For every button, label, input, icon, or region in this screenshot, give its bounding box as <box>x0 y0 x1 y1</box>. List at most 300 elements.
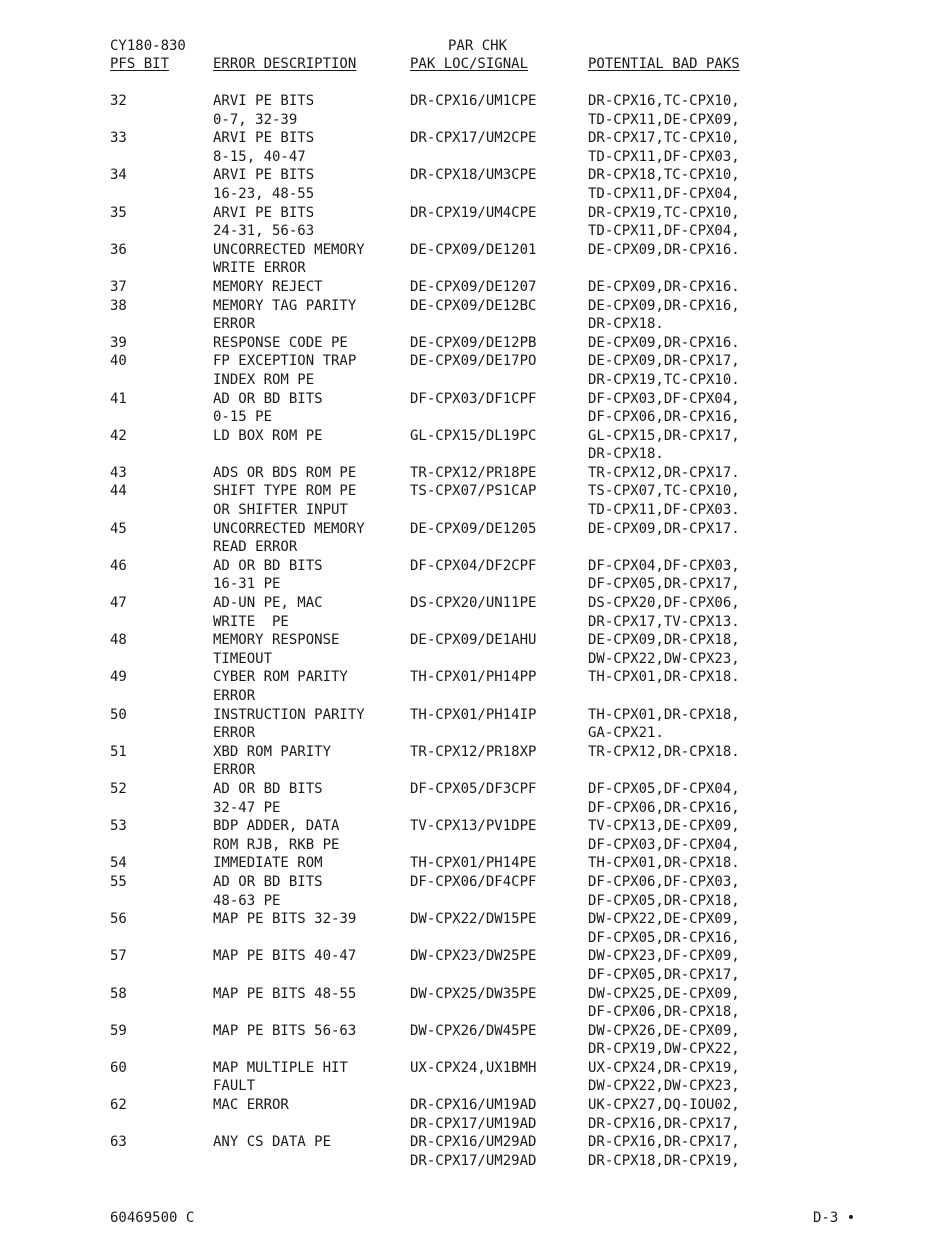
pak-loc-signal-cell <box>410 873 536 892</box>
error-description-line: UNCORRECTED MEMORY <box>213 241 365 258</box>
table-row <box>110 557 830 594</box>
pfs-bit-cell <box>110 873 127 892</box>
table-row <box>110 334 830 353</box>
pfs-bit-line: 37 <box>110 278 127 295</box>
error-description-line: FAULT <box>213 1078 256 1095</box>
pfs-bit-cell <box>110 482 127 501</box>
potential-bad-paks-cell <box>588 854 740 873</box>
potential-bad-paks-cell <box>588 1059 740 1096</box>
potential-bad-paks-line: DR-CPX16,DR-CPX17, <box>588 1134 740 1151</box>
pfs-bit-line: 50 <box>110 706 127 723</box>
potential-bad-paks-line: DR-CPX19,DW-CPX22, <box>588 1041 740 1058</box>
pfs-bit-line: 62 <box>110 1097 127 1114</box>
error-description-cell <box>213 204 314 241</box>
potential-bad-paks-line: DE-CPX09,DR-CPX16. <box>588 278 740 295</box>
pak-loc-signal-line: TH-CPX01/PH14PE <box>410 855 537 872</box>
potential-bad-paks-line: DR-CPX16,DR-CPX17, <box>588 1115 740 1132</box>
pak-loc-signal-line: TS-CPX07/PS1CAP <box>410 483 537 500</box>
pak-loc-signal-cell <box>410 743 536 762</box>
error-description-cell <box>213 985 356 1004</box>
pak-loc-signal-line: DE-CPX09/DE1AHU <box>410 632 537 649</box>
table-row <box>110 743 830 780</box>
error-description-cell <box>213 352 356 389</box>
pfs-bit-cell <box>110 520 127 539</box>
col-header-pak-loc-signal: PAK LOC/SIGNAL <box>410 56 529 72</box>
pfs-bit-cell <box>110 204 127 223</box>
pfs-bit-cell <box>110 743 127 762</box>
potential-bad-paks-cell <box>588 706 740 743</box>
error-description-cell <box>213 780 323 817</box>
error-description-line: XBD ROM PARITY <box>213 743 332 760</box>
potential-bad-paks-line: DR-CPX18. <box>588 446 664 463</box>
potential-bad-paks-line: GA-CPX21. <box>588 725 664 742</box>
error-description-line: MEMORY TAG PARITY <box>213 297 357 314</box>
pak-loc-signal-line: DW-CPX23/DW25PE <box>410 948 537 965</box>
pak-loc-signal-line: DF-CPX05/DF3CPF <box>410 780 537 797</box>
pak-loc-signal-line: DR-CPX18/UM3CPE <box>410 167 537 184</box>
pak-loc-signal-line: DR-CPX17/UM19AD <box>410 1115 537 1132</box>
potential-bad-paks-line: DF-CPX05,DF-CPX04, <box>588 780 740 797</box>
potential-bad-paks-cell <box>588 668 740 687</box>
pfs-bit-cell <box>110 427 127 446</box>
pfs-bit-line: 40 <box>110 353 127 370</box>
error-description-line: MEMORY REJECT <box>213 278 323 295</box>
doc-number: 60469500 C <box>110 1210 195 1226</box>
pfs-bit-line: 32 <box>110 93 127 109</box>
error-description-line: ARVI PE BITS <box>213 130 315 147</box>
error-description-line: AD OR BD BITS <box>213 780 323 797</box>
error-description-line: MAP MULTIPLE HIT <box>213 1059 348 1076</box>
potential-bad-paks-line: TD-CPX11,DE-CPX09, <box>588 111 740 128</box>
pak-loc-signal-cell <box>410 352 536 371</box>
pfs-bit-cell <box>110 129 127 148</box>
potential-bad-paks-cell <box>588 780 740 817</box>
error-description-line: MAP PE BITS 32-39 <box>213 911 357 928</box>
error-description-line: 16-23, 48-55 <box>213 185 315 202</box>
potential-bad-paks-cell <box>588 278 740 297</box>
pak-loc-signal-line: DE-CPX09/DE1201 <box>410 241 537 258</box>
table-row <box>110 780 830 817</box>
error-description-line: ADS OR BDS ROM PE <box>213 464 357 481</box>
error-description-line: SHIFT TYPE ROM PE <box>213 483 357 500</box>
pak-loc-signal-cell <box>410 520 536 539</box>
error-description-line: AD OR BD BITS <box>213 390 323 407</box>
potential-bad-paks-line: DR-CPX16,TC-CPX10, <box>588 93 740 109</box>
pak-loc-signal-cell <box>410 334 536 353</box>
error-description-line: MAP PE BITS 40-47 <box>213 948 357 965</box>
error-description-line: 0-15 PE <box>213 409 273 426</box>
error-description-cell <box>213 854 323 873</box>
potential-bad-paks-cell <box>588 743 740 762</box>
pfs-bit-line: 59 <box>110 1022 127 1039</box>
error-description-line: 48-63 PE <box>213 892 281 909</box>
potential-bad-paks-line: DF-CPX05,DR-CPX16, <box>588 929 740 946</box>
pak-loc-signal-line: DW-CPX22/DW15PE <box>410 911 537 928</box>
error-description-cell <box>213 129 314 166</box>
pak-loc-signal-cell <box>410 910 536 929</box>
error-description-cell <box>213 1133 331 1152</box>
table-row <box>110 278 830 297</box>
potential-bad-paks-line: DF-CPX06,DF-CPX03, <box>588 873 740 890</box>
pak-loc-signal-line: DR-CPX16/UM29AD <box>410 1134 537 1151</box>
potential-bad-paks-line: DE-CPX09,DR-CPX16. <box>588 241 740 258</box>
error-description-line: ARVI PE BITS <box>213 204 315 221</box>
pfs-bit-line: 44 <box>110 483 127 500</box>
error-description-line: ERROR <box>213 762 256 779</box>
pak-loc-signal-line: DW-CPX26/DW45PE <box>410 1022 537 1039</box>
potential-bad-paks-line: DW-CPX22,DW-CPX23, <box>588 650 740 667</box>
error-description-line: WRITE PE <box>213 613 289 630</box>
potential-bad-paks-line: DR-CPX19,TC-CPX10, <box>588 204 740 221</box>
error-description-line: WRITE ERROR <box>213 260 306 277</box>
pfs-bit-cell <box>110 817 127 836</box>
table-row <box>110 482 830 519</box>
table-row <box>110 1096 830 1133</box>
pfs-bit-line: 57 <box>110 948 127 965</box>
pak-loc-signal-line: TV-CPX13/PV1DPE <box>410 818 537 835</box>
error-description-line: MAC ERROR <box>213 1097 289 1114</box>
table-row <box>110 352 830 389</box>
table-row <box>110 520 830 557</box>
pak-loc-signal-line: DF-CPX06/DF4CPF <box>410 873 537 890</box>
potential-bad-paks-cell <box>588 352 740 389</box>
col-signal-top-label: PAR CHK <box>448 38 508 54</box>
error-description-line: ROM RJB, RKB PE <box>213 836 340 853</box>
pfs-bit-line: 41 <box>110 390 127 407</box>
potential-bad-paks-line: DF-CPX06,DR-CPX16, <box>588 799 740 816</box>
potential-bad-paks-line: DW-CPX26,DE-CPX09, <box>588 1022 740 1039</box>
potential-bad-paks-cell <box>588 241 740 260</box>
potential-bad-paks-cell <box>588 910 740 947</box>
error-description-line: ERROR <box>213 688 256 704</box>
potential-bad-paks-line: TR-CPX12,DR-CPX18. <box>588 743 740 760</box>
pfs-bit-cell <box>110 1059 127 1078</box>
error-description-cell <box>213 297 356 334</box>
potential-bad-paks-line: DF-CPX05,DR-CPX17, <box>588 576 740 593</box>
pfs-bit-line: 38 <box>110 297 127 314</box>
pak-loc-signal-cell <box>410 92 536 111</box>
pfs-bit-cell <box>110 297 127 316</box>
pfs-bit-line: 55 <box>110 873 127 890</box>
pfs-bit-cell <box>110 631 127 650</box>
pak-loc-signal-cell <box>410 204 536 223</box>
pak-loc-signal-line: DF-CPX04/DF2CPF <box>410 557 537 574</box>
error-description-line: RESPONSE CODE PE <box>213 334 348 351</box>
pak-loc-signal-line: TR-CPX12/PR18XP <box>410 743 537 760</box>
pfs-bit-cell <box>110 92 127 111</box>
error-description-line: INSTRUCTION PARITY <box>213 706 365 723</box>
pfs-bit-cell <box>110 1133 127 1152</box>
potential-bad-paks-line: DR-CPX19,TC-CPX10. <box>588 371 740 388</box>
error-description-cell <box>213 166 314 203</box>
potential-bad-paks-line: TH-CPX01,DR-CPX18. <box>588 855 740 872</box>
potential-bad-paks-line: DE-CPX09,DR-CPX16, <box>588 297 740 314</box>
error-description-line: 16-31 PE <box>213 576 281 593</box>
table-row <box>110 1059 830 1096</box>
error-description-line: CYBER ROM PARITY <box>213 669 348 686</box>
col-header-potential-bad-paks: POTENTIAL BAD PAKS <box>588 56 740 72</box>
pak-loc-signal-cell <box>410 706 536 725</box>
pak-loc-signal-cell <box>410 241 536 260</box>
pak-loc-signal-cell <box>410 166 536 185</box>
pak-loc-signal-line: DE-CPX09/DE17PO <box>410 353 537 370</box>
error-description-line: 8-15, 40-47 <box>213 148 306 165</box>
potential-bad-paks-line: DR-CPX17,TV-CPX13. <box>588 613 740 630</box>
pak-loc-signal-cell <box>410 557 536 576</box>
table-row <box>110 854 830 873</box>
pfs-bit-line: 34 <box>110 167 127 184</box>
pfs-bit-line: 42 <box>110 427 127 444</box>
pfs-bit-cell <box>110 854 127 873</box>
potential-bad-paks-cell <box>588 464 740 483</box>
pak-loc-signal-cell <box>410 817 536 836</box>
pak-loc-signal-cell <box>410 297 536 316</box>
error-description-cell <box>213 482 356 519</box>
potential-bad-paks-cell <box>588 594 740 631</box>
error-description-cell <box>213 947 356 966</box>
error-description-cell <box>213 464 356 483</box>
error-table <box>110 92 830 1170</box>
pak-loc-signal-line: DW-CPX25/DW35PE <box>410 985 537 1002</box>
potential-bad-paks-line: DR-CPX18,DR-CPX19, <box>588 1152 740 1169</box>
pak-loc-signal-line: DE-CPX09/DE12BC <box>410 297 537 314</box>
pfs-bit-cell <box>110 668 127 687</box>
error-description-cell <box>213 631 339 668</box>
potential-bad-paks-cell <box>588 297 740 334</box>
error-description-line: ARVI PE BITS <box>213 167 315 184</box>
error-description-line: LD BOX ROM PE <box>213 427 323 444</box>
table-row <box>110 910 830 947</box>
pfs-bit-cell <box>110 594 127 613</box>
error-description-line: ANY CS DATA PE <box>213 1134 332 1151</box>
error-description-line: FP EXCEPTION TRAP <box>213 353 357 370</box>
table-row <box>110 204 830 241</box>
potential-bad-paks-line: DE-CPX09,DR-CPX17, <box>588 353 740 370</box>
potential-bad-paks-line: TD-CPX11,DF-CPX03, <box>588 148 740 165</box>
pak-loc-signal-cell <box>410 464 536 483</box>
pak-loc-signal-cell <box>410 947 536 966</box>
potential-bad-paks-cell <box>588 390 740 427</box>
pfs-bit-line: 56 <box>110 911 127 928</box>
pfs-bit-line: 45 <box>110 520 127 537</box>
table-row <box>110 390 830 427</box>
potential-bad-paks-cell <box>588 204 740 241</box>
potential-bad-paks-cell <box>588 92 740 129</box>
table-row <box>110 129 830 166</box>
pfs-bit-cell <box>110 1096 127 1115</box>
potential-bad-paks-line: DR-CPX18. <box>588 316 664 333</box>
potential-bad-paks-line: DF-CPX05,DR-CPX17, <box>588 966 740 983</box>
potential-bad-paks-line: DE-CPX09,DR-CPX16. <box>588 334 740 351</box>
potential-bad-paks-cell <box>588 1133 740 1170</box>
error-description-line: IMMEDIATE ROM <box>213 855 323 872</box>
pfs-bit-cell <box>110 557 127 576</box>
pak-loc-signal-line: DE-CPX09/DE1207 <box>410 278 537 295</box>
error-description-line: BDP ADDER, DATA <box>213 818 340 835</box>
pfs-bit-cell <box>110 947 127 966</box>
pfs-bit-line: 36 <box>110 241 127 258</box>
pak-loc-signal-line: DS-CPX20/UN11PE <box>410 595 537 612</box>
potential-bad-paks-line: DR-CPX18,TC-CPX10, <box>588 167 740 184</box>
error-description-line: 0-7, 32-39 <box>213 111 298 128</box>
error-description-line: 24-31, 56-63 <box>213 223 315 240</box>
error-description-cell <box>213 910 356 929</box>
pak-loc-signal-cell <box>410 129 536 148</box>
error-description-line: AD-UN PE, MAC <box>213 595 323 612</box>
pak-loc-signal-line: GL-CPX15/DL19PC <box>410 427 537 444</box>
potential-bad-paks-cell <box>588 166 740 203</box>
error-description-line: ARVI PE BITS <box>213 93 315 109</box>
col-header-error-description: ERROR DESCRIPTION <box>213 56 357 72</box>
potential-bad-paks-line: DW-CPX22,DW-CPX23, <box>588 1078 740 1095</box>
pfs-bit-line: 53 <box>110 818 127 835</box>
pak-loc-signal-cell <box>410 985 536 1004</box>
error-description-line: MAP PE BITS 56-63 <box>213 1022 357 1039</box>
error-description-cell <box>213 557 323 594</box>
potential-bad-paks-line: DW-CPX25,DE-CPX09, <box>588 985 740 1002</box>
potential-bad-paks-line: TS-CPX07,TC-CPX10, <box>588 483 740 500</box>
pfs-bit-cell <box>110 390 127 409</box>
error-description-line: AD OR BD BITS <box>213 557 323 574</box>
header-top-line <box>110 37 810 55</box>
potential-bad-paks-line: DF-CPX06,DR-CPX16, <box>588 409 740 426</box>
error-description-cell <box>213 817 339 854</box>
potential-bad-paks-line: DR-CPX17,TC-CPX10, <box>588 130 740 147</box>
pfs-bit-cell <box>110 985 127 1004</box>
pak-loc-signal-line: DE-CPX09/DE12PB <box>410 334 537 351</box>
error-description-line: MEMORY RESPONSE <box>213 632 340 649</box>
potential-bad-paks-line: TH-CPX01,DR-CPX18. <box>588 669 740 686</box>
potential-bad-paks-cell <box>588 631 740 668</box>
column-header-row <box>110 55 810 73</box>
table-row <box>110 873 830 910</box>
error-description-cell <box>213 743 331 780</box>
table-row <box>110 631 830 668</box>
potential-bad-paks-line: GL-CPX15,DR-CPX17, <box>588 427 740 444</box>
pfs-bit-line: 52 <box>110 780 127 797</box>
error-description-line: AD OR BD BITS <box>213 873 323 890</box>
pak-loc-signal-cell <box>410 390 536 409</box>
error-description-cell <box>213 594 323 631</box>
table-row <box>110 706 830 743</box>
table-row <box>110 464 830 483</box>
pfs-bit-cell <box>110 166 127 185</box>
error-description-cell <box>213 1059 348 1096</box>
potential-bad-paks-line: DW-CPX22,DE-CPX09, <box>588 911 740 928</box>
error-description-cell <box>213 278 323 297</box>
pfs-bit-line: 43 <box>110 464 127 481</box>
potential-bad-paks-line: DF-CPX04,DF-CPX03, <box>588 557 740 574</box>
pfs-bit-cell <box>110 278 127 297</box>
potential-bad-paks-line: TD-CPX11,DF-CPX03. <box>588 502 740 519</box>
potential-bad-paks-line: DE-CPX09,DR-CPX17. <box>588 520 740 537</box>
pfs-bit-cell <box>110 706 127 725</box>
error-description-cell <box>213 668 348 705</box>
error-description-cell <box>213 427 323 446</box>
error-description-cell <box>213 390 323 427</box>
error-description-cell <box>213 334 348 353</box>
error-description-cell <box>213 706 365 743</box>
potential-bad-paks-cell <box>588 427 740 464</box>
pak-loc-signal-cell <box>410 1096 536 1133</box>
potential-bad-paks-line: DE-CPX09,DR-CPX18, <box>588 632 740 649</box>
potential-bad-paks-cell <box>588 557 740 594</box>
pak-loc-signal-line: DE-CPX09/DE1205 <box>410 520 537 537</box>
pak-loc-signal-cell <box>410 1022 536 1041</box>
pak-loc-signal-line: TH-CPX01/PH14IP <box>410 706 537 723</box>
error-description-line: INDEX ROM PE <box>213 371 315 388</box>
pak-loc-signal-cell <box>410 780 536 799</box>
pfs-bit-line: 63 <box>110 1134 127 1151</box>
pfs-bit-cell <box>110 352 127 371</box>
potential-bad-paks-cell <box>588 985 740 1022</box>
potential-bad-paks-line: DS-CPX20,DF-CPX06, <box>588 595 740 612</box>
error-description-cell <box>213 873 323 910</box>
error-description-cell <box>213 241 365 278</box>
potential-bad-paks-line: TD-CPX11,DF-CPX04, <box>588 185 740 202</box>
pfs-bit-line: 49 <box>110 669 127 686</box>
potential-bad-paks-line: DF-CPX05,DR-CPX18, <box>588 892 740 909</box>
table-row <box>110 427 830 464</box>
error-description-cell <box>213 1096 289 1115</box>
pak-loc-signal-line: DR-CPX17/UM2CPE <box>410 130 537 147</box>
potential-bad-paks-cell <box>588 482 740 519</box>
error-description-line: ERROR <box>213 725 256 742</box>
potential-bad-paks-cell <box>588 1096 740 1133</box>
table-row <box>110 1022 830 1059</box>
pak-loc-signal-cell <box>410 1133 536 1170</box>
pak-loc-signal-line: UX-CPX24,UX1BMH <box>410 1059 537 1076</box>
table-row <box>110 594 830 631</box>
col-header-pfs-bit: PFS BIT <box>110 56 170 72</box>
pfs-bit-line: 35 <box>110 204 127 221</box>
pfs-bit-line: 60 <box>110 1059 127 1076</box>
table-row <box>110 241 830 278</box>
pak-loc-signal-line: TH-CPX01/PH14PP <box>410 669 537 686</box>
pfs-bit-line: 51 <box>110 743 127 760</box>
error-description-line: MAP PE BITS 48-55 <box>213 985 357 1002</box>
pfs-bit-cell <box>110 334 127 353</box>
table-row <box>110 668 830 705</box>
pak-loc-signal-cell <box>410 278 536 297</box>
error-description-line: UNCORRECTED MEMORY <box>213 520 365 537</box>
pfs-bit-cell <box>110 910 127 929</box>
pak-loc-signal-line: DR-CPX17/UM29AD <box>410 1152 537 1169</box>
potential-bad-paks-cell <box>588 947 740 984</box>
pak-loc-signal-line: DR-CPX16/UM1CPE <box>410 93 537 109</box>
pak-loc-signal-line: TR-CPX12/PR18PE <box>410 464 537 481</box>
table-row <box>110 985 830 1022</box>
error-description-line: ERROR <box>213 316 256 333</box>
pak-loc-signal-cell <box>410 854 536 873</box>
table-row <box>110 92 830 129</box>
table-row <box>110 297 830 334</box>
potential-bad-paks-line: TD-CPX11,DF-CPX04, <box>588 223 740 240</box>
error-description-line: READ ERROR <box>213 539 298 556</box>
pfs-bit-cell <box>110 780 127 799</box>
potential-bad-paks-line: DF-CPX03,DF-CPX04, <box>588 390 740 407</box>
potential-bad-paks-cell <box>588 873 740 910</box>
table-row <box>110 947 830 984</box>
page-number: D-3 • <box>813 1210 856 1226</box>
potential-bad-paks-line: TV-CPX13,DE-CPX09, <box>588 818 740 835</box>
pak-loc-signal-line: DF-CPX03/DF1CPF <box>410 390 537 407</box>
potential-bad-paks-line: UX-CPX24,DR-CPX19, <box>588 1059 740 1076</box>
pfs-bit-line: 54 <box>110 855 127 872</box>
pak-loc-signal-cell <box>410 482 536 501</box>
potential-bad-paks-cell <box>588 129 740 166</box>
error-description-cell <box>213 1022 356 1041</box>
